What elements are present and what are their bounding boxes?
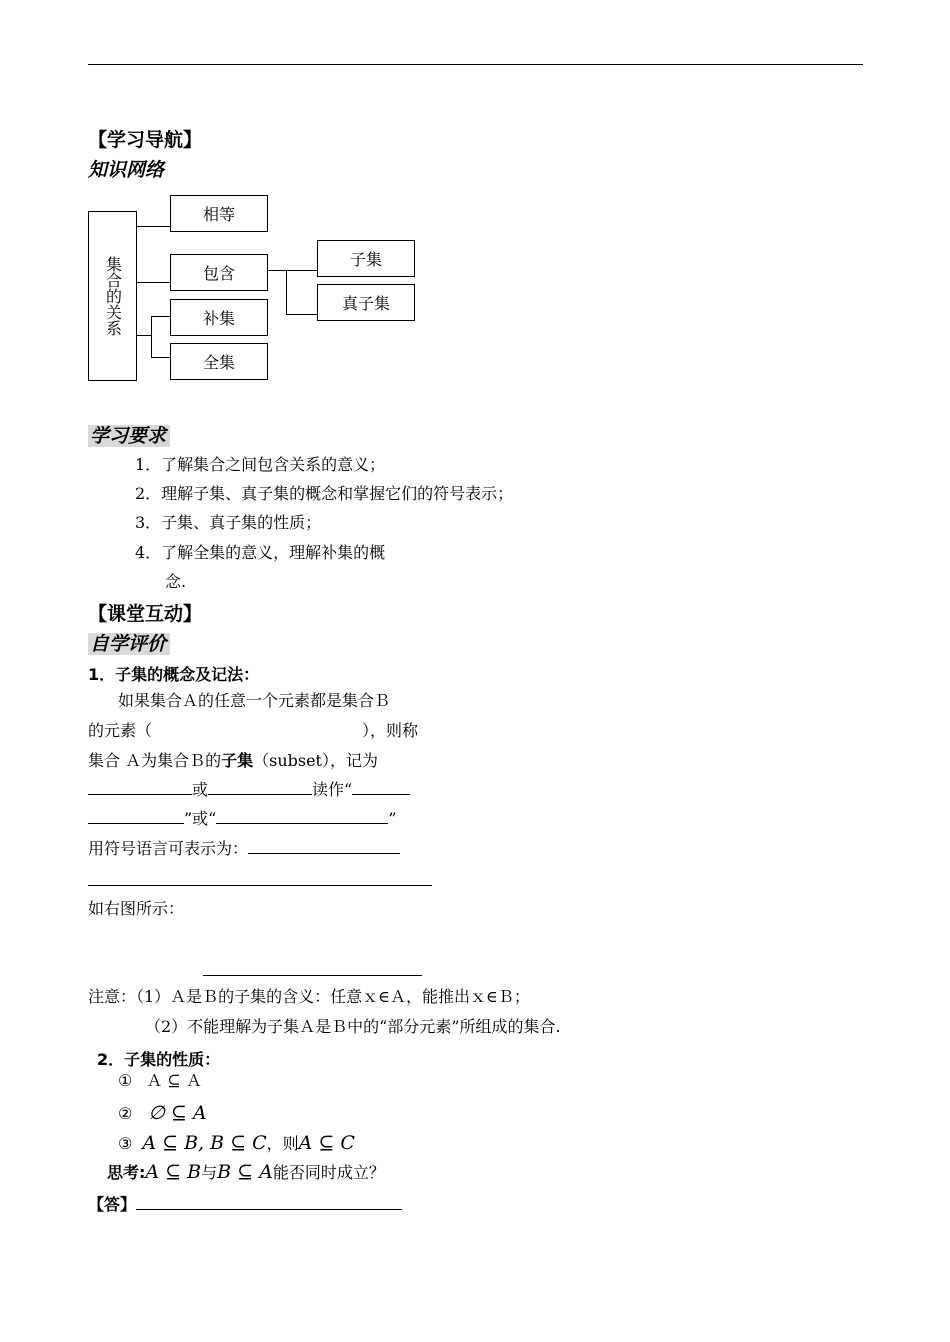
think-math: A ⊆ B [145,1161,202,1183]
section1-line1: 如果集合Ａ的任意一个元素都是集合Ｂ [118,691,391,710]
diagram-contain-box [170,254,268,291]
connector [268,270,286,271]
answer-label: 【答】 [88,1195,137,1214]
think-math: B ⊆ A [217,1161,273,1183]
property-math: ∅ ⊆ A [148,1102,207,1124]
blank-field [216,809,388,824]
property-1 [118,1071,202,1091]
blank-line [203,975,422,976]
item-number: ③ [118,1134,133,1153]
connector [151,316,152,357]
blank-field [248,839,400,854]
section1-title: 1．子集的概念及记法： [88,665,260,684]
think-line: 思考:A ⊆ B与B ⊆ A能否同时成立？ [107,1161,385,1183]
connector [151,316,170,317]
blank-field [88,780,192,795]
text: ”或“ [184,809,217,828]
diagram-proper-subset-label: 真子集 [341,294,390,313]
requirement-item-cont: 念. [165,572,187,591]
subset-term: 子集 [221,751,254,770]
diagram-complement-label: 补集 [202,309,235,328]
section1-line6 [88,839,400,859]
blank-field [88,809,184,824]
connector [286,270,317,271]
text: 用符号语言可表示为： [88,839,249,858]
property-math: A ⊆ C [298,1132,355,1154]
answer-blank [136,1194,402,1210]
diagram-contain-label: 包含 [202,264,235,283]
section1-line4 [88,780,410,800]
nav-heading: 【学习导航】 [88,129,203,151]
knowledge-network-title: 知识网络 [88,159,165,181]
interaction-heading: 【课堂互动】 [88,603,203,625]
connector [151,357,170,358]
text: 集合 Ａ为集合Ｂ的 [88,751,222,770]
section2-title: 2．子集的性质： [97,1050,221,1069]
header-rule [88,64,863,65]
connector [137,335,151,336]
blank-field [352,780,410,795]
requirement-item: 2．理解子集、真子集的概念和掌握它们的符号表示； [135,484,514,503]
connector [286,270,287,314]
answer-line [88,1194,402,1215]
think-label: 思考 [107,1163,140,1182]
note-1: 注意：（1）Ａ是Ｂ的子集的含义：任意ｘ∈Ａ，能推出ｘ∈Ｂ； [88,987,530,1006]
diagram-equal-box [170,195,268,232]
property-text: Ａ ⊆ Ａ [146,1071,202,1090]
requirements-title [88,421,170,448]
diagram-complement-box [170,299,268,336]
text: ，则 [266,1134,299,1153]
text: ” [388,809,397,828]
text: 能否同时成立？ [272,1163,385,1182]
section1-line5 [88,809,397,829]
text: 读作“ [312,780,353,799]
section1-line8: 如右图所示： [88,899,185,918]
blank-field [208,780,312,795]
requirement-item: 4．了解全集的意义，理解补集的概 [135,543,386,562]
text: 与 [201,1163,218,1182]
self-eval-text: 自学评价 [88,633,170,655]
diagram-equal-label: 相等 [202,205,235,224]
connector [137,226,170,227]
self-eval-title [88,629,170,656]
text: 的元素（ [88,721,153,740]
diagram-universal-label: 全集 [202,353,235,372]
connector [286,314,317,315]
diagram-subset-label: 子集 [349,250,382,269]
section1-line2 [88,721,418,741]
requirements-title-text: 学习要求 [88,425,170,447]
note-2: （2）不能理解为子集Ａ是Ｂ中的“部分元素”所组成的集合. [145,1017,561,1036]
property-2 [118,1103,207,1124]
item-number: ① [118,1071,133,1090]
connector [137,282,170,283]
diagram-subset-box [317,240,415,277]
property-math: A ⊆ B, B ⊆ C [142,1132,267,1154]
text: （subset），记为 [253,751,378,770]
diagram-root-box [88,211,137,381]
diagram-proper-subset-box [317,284,415,321]
blank-line [88,885,432,886]
requirement-item: 1．了解集合之间包含关系的意义； [135,455,386,474]
item-number: ② [118,1104,133,1123]
diagram-universal-box [170,343,268,380]
diagram-root-label: 集合的关系 [103,256,123,336]
requirement-item: 3．子集、真子集的性质； [135,513,322,532]
text: 或 [192,780,209,799]
section1-line3 [88,751,378,771]
property-3 [118,1133,355,1154]
text: ），则称 [362,721,419,740]
